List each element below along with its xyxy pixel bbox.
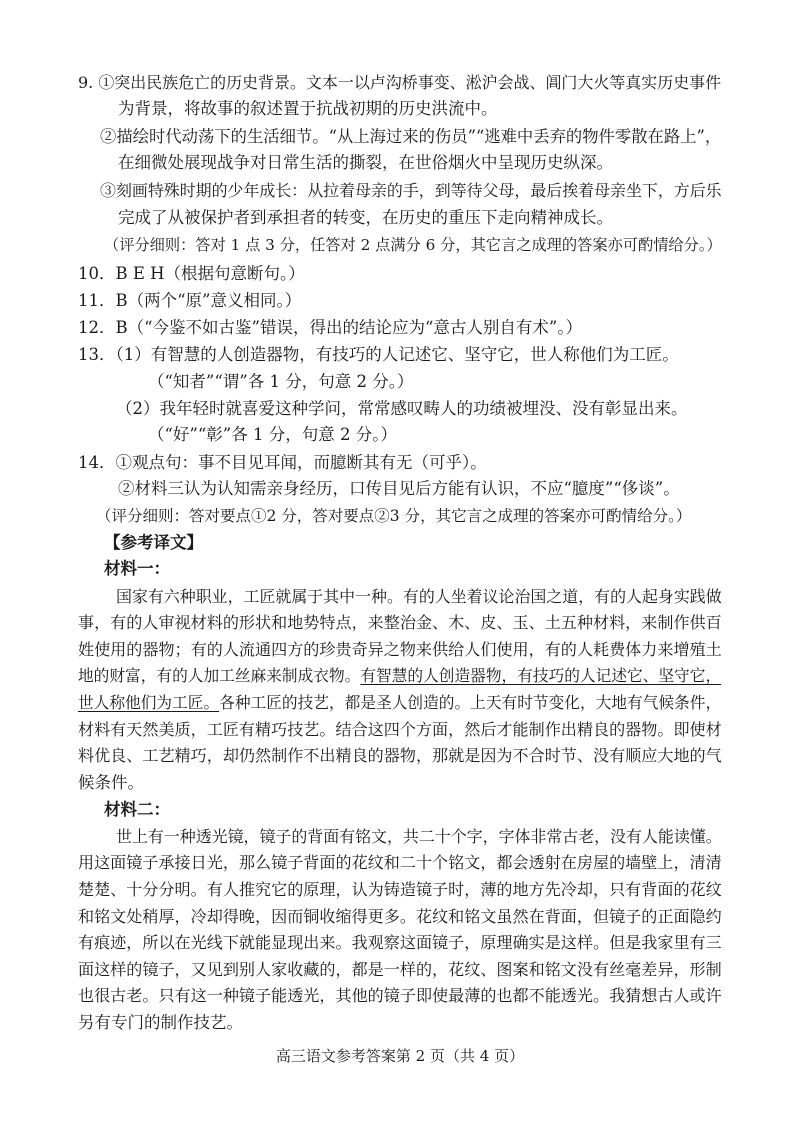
q10-answer: 10．B E H（根据句意断句。） (78, 263, 305, 283)
m1-line-3: 姓使用的器物；有的人流通四方的珍贵奇异之物来供给人们使用，有的人耗费体力来增殖土 (78, 639, 722, 659)
q9-number: 9. (78, 73, 94, 92)
underlined-sentence: 有智慧的人创造器物，有技巧的人记述它、坚守它， (360, 666, 722, 686)
q14-line-2: ②材料三认为认知需亲身经历，口传目见后方能有认识，不应“臆度”“侈谈”。 (118, 479, 680, 499)
q13-note-2: （“好”“彰”各 1 分，句意 2 分。） (148, 425, 397, 445)
q9-line-5: ③刻画特殊时期的少年成长：从拉着母亲的手，到等待父母，最后挨着母亲坐下，方后乐 (100, 181, 722, 201)
material-1-title: 材料一： (104, 559, 170, 578)
m1-line-5: 世人称他们为工匠。各种工匠的技艺，都是圣人创造的。上天有时节变化，大地有气候条件， (78, 692, 722, 712)
q14-scoring-note: （评分细则：答对要点①2 分，答对要点②3 分，其它言之成理的答案亦可酌情给分。） (96, 506, 692, 525)
q9-line-1: 9. ①突出民族危亡的历史背景。文本一以卢沟桥事变、淞沪会战、阊门大火等真实历史事件 (78, 73, 722, 92)
translation-heading: 【参考译文】 (104, 532, 203, 552)
m2-line-6: 面这样的镜子，又见到别人家收藏的，都是一样的，花纹、图案和铭文没有丝毫差异，形制 (78, 959, 722, 979)
m1-line-4: 地的财富，有的人加工丝麻来制成衣物。有智慧的人创造器物，有技巧的人记述它、坚守它， (78, 666, 722, 686)
q14-line-1: 14．①观点句：事不目见耳闻，而臆断其有无（可乎）。 (78, 452, 487, 472)
m2-line-7: 也很古老。只有这一种镜子能透光，其他的镜子即使最薄的也都不能透光。我猜想古人或许 (78, 986, 722, 1006)
m2-line-4: 和铭文处稍厚，冷却得晚，因而铜收缩得更多。花纹和铭文虽然在背面，但镜子的正面隐约 (78, 906, 722, 926)
m2-line-1: 世上有一种透光镜，镜子的背面有铭文，共二十个字，字体非常古老，没有人能读懂。 (116, 826, 722, 846)
q13-number: 13． (78, 345, 116, 365)
m2-line-2: 用这面镜子承接日光，那么镜子背面的花纹和二十个铭文，都会透射在房屋的墙壁上，清清 (78, 853, 722, 873)
q12-answer: 12．B（“今鉴不如古鉴”错误，得出的结论应为“意古人别自有术”。） (78, 317, 583, 337)
q9-line-4: 在细微处展现战争对日常生活的撕裂，在世俗烟火中呈现历史纵深。 (118, 152, 613, 172)
q11-answer: 11．B（两个“原”意义相同。） (78, 291, 302, 311)
underlined-sentence-end: 世人称他们为工匠。 (78, 692, 220, 712)
m2-line-5: 有痕迹，所以在光线下就能显现出来。我观察这面镜子，原理确实是这样。但是我家里有三 (78, 933, 722, 953)
m1-line-8: 候条件。 (78, 772, 144, 792)
m1-line-7: 料优良、工艺精巧，却仍然制作不出精良的器物，那就是因为不合时节、没有顺应大地的气 (78, 746, 722, 766)
page-footer: 高三语文参考答案第 2 页（共 4 页） (275, 1047, 525, 1065)
q13-line-2: （2）我年轻时就喜爱这种学问，常常感叹畴人的功绩被埋没、没有彰显出来。 (116, 398, 688, 418)
m2-line-3: 楚楚、十分分明。有人推究它的原理，认为铸造镜子时，薄的地方先冷却，只有背面的花纹 (78, 880, 722, 899)
m2-line-8: 另有专门的制作技艺。 (78, 1013, 243, 1032)
q9-line-6: 完成了从被保护者到承担者的转变，在历史的重压下走向精神成长。 (118, 207, 613, 227)
material-2-title: 材料二： (104, 800, 170, 820)
q9-line-3: ②描绘时代动荡下的生活细节。“从上海过来的伤员”“逃难中丢弃的物件零散在路上”， (100, 127, 722, 147)
m1-line-2: 事，有的人审视材料的形状和地势特点，来整治金、木、皮、玉、土五种材料，来制作供百 (78, 613, 722, 633)
m1-line-6: 材料有天然美质，工匠有精巧技艺。结合这四个方面，然后才能制作出精良的器物。即使材 (78, 719, 722, 739)
q13-line-1: 13．（1）有智慧的人创造器物，有技巧的人记述它、坚守它，世人称他们为工匠。 (78, 345, 679, 365)
q9-line-2: 为背景，将故事的叙述置于抗战初期的历史洪流中。 (118, 98, 498, 118)
m1-line-1: 国家有六种职业，工匠就属于其中一种。有的人坐着议论治国之道，有的人起身实践做 (116, 586, 722, 606)
q13-note-1: （“知者”“谓”各 1 分，句意 2 分。） (148, 372, 414, 391)
q9-scoring-note: （评分细则：答对 1 点 3 分，任答对 2 点满分 6 分，其它言之成理的答案亦可酌情给分。） (104, 236, 722, 255)
